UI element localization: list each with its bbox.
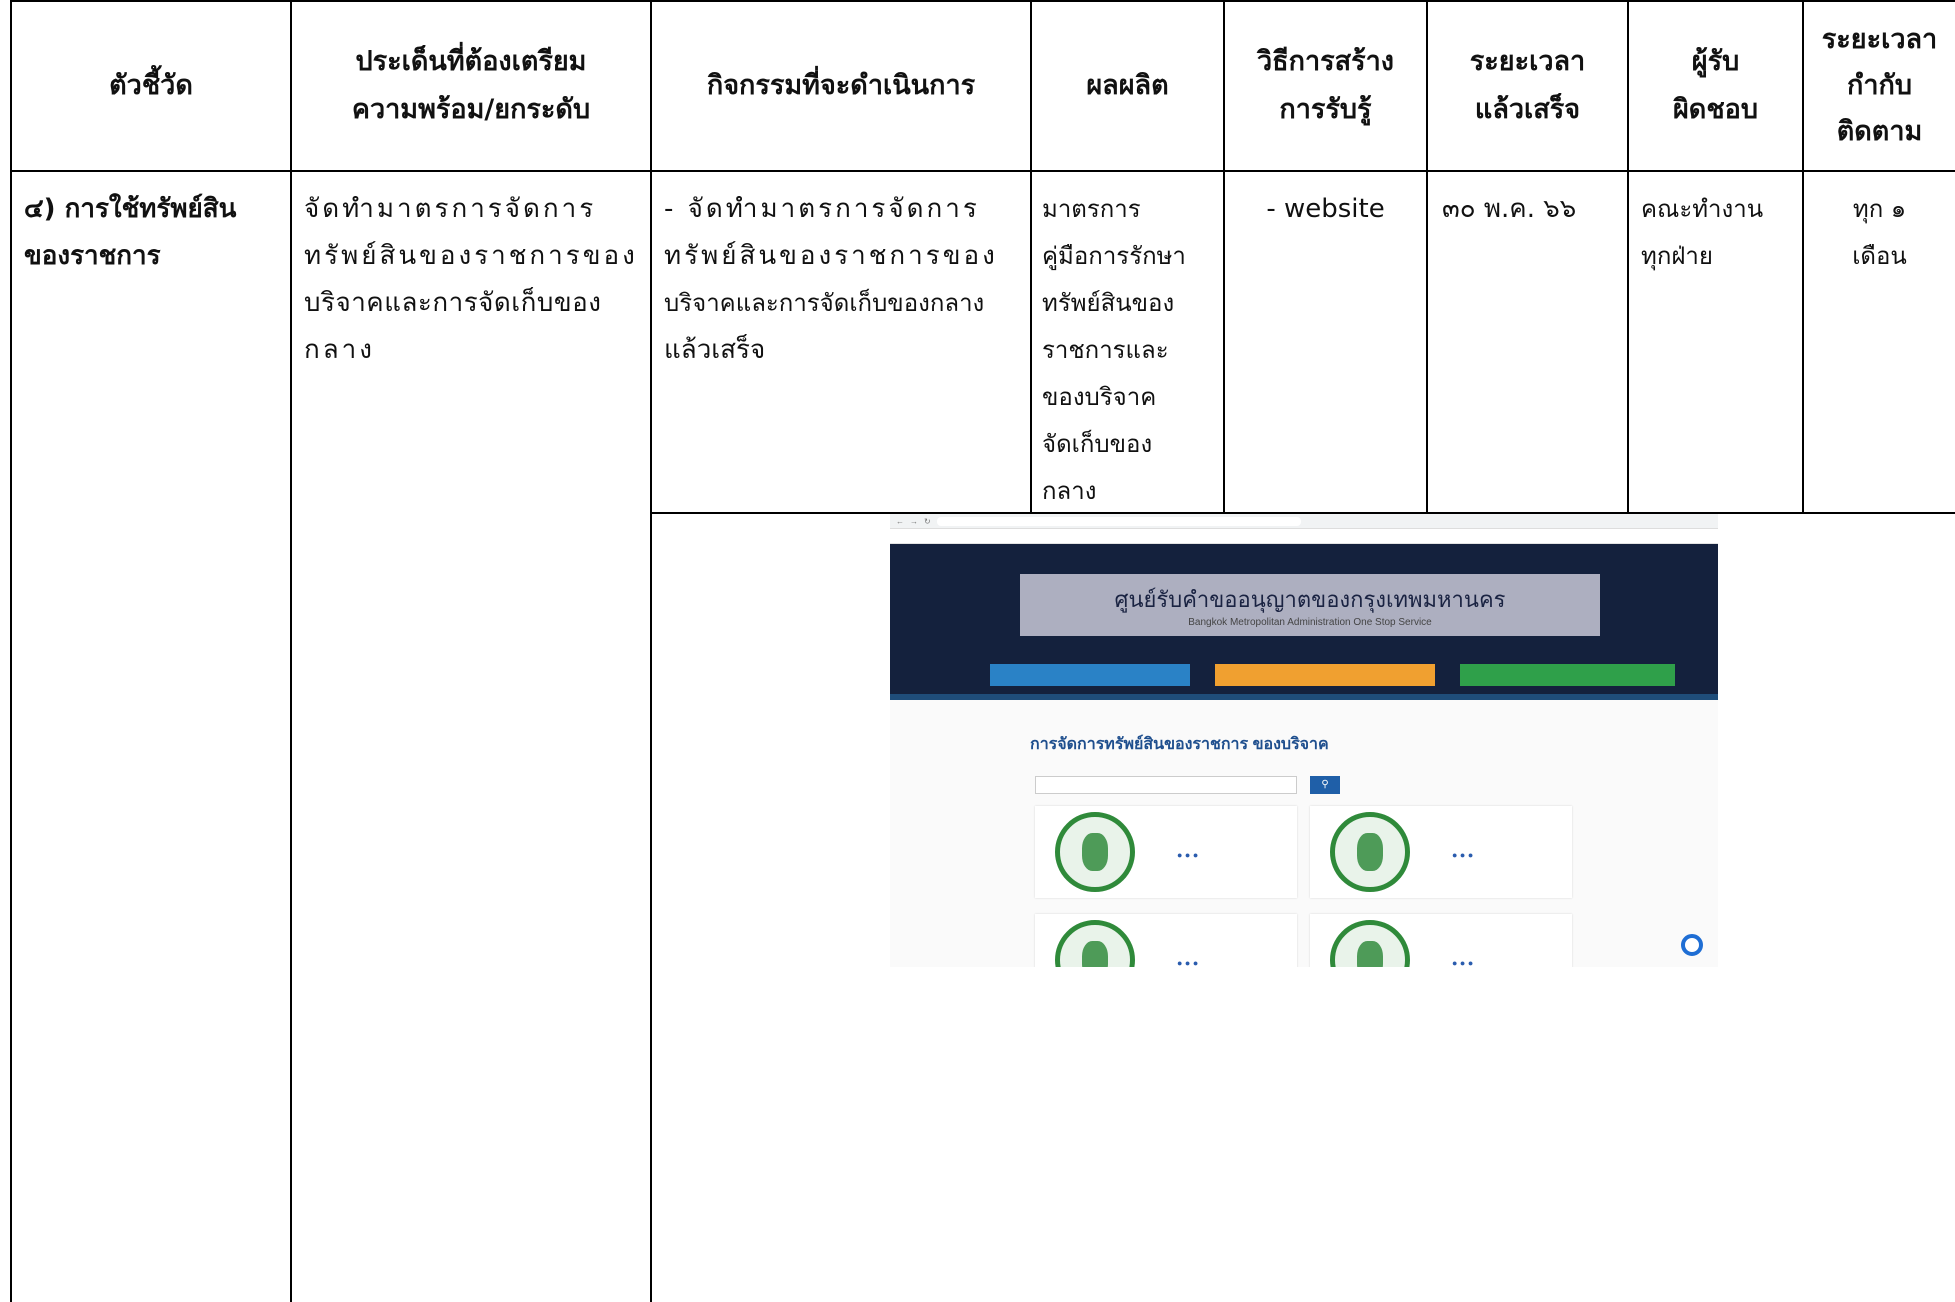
banner-box [1020,574,1600,636]
cell-responsible [1629,172,1802,280]
social-icons: ● ● ● [1177,850,1199,860]
issue-line-4: กลาง [304,335,375,365]
header-issue [292,2,650,170]
monitoring-line-1: ทุก ๑ [1852,195,1907,223]
search-icon: ⚲ [1310,776,1340,794]
header-output-line: ผลผลิต [1086,70,1169,101]
bma-seal-icon [1055,812,1135,892]
activity-line-2: ทรัพย์สินของราชการของ [664,241,998,271]
forward-icon: → [910,516,918,526]
news-card [1310,806,1572,898]
header-completion [1428,2,1627,170]
header-responsible [1629,2,1802,170]
header-monitoring-line-2: กำกับ [1847,70,1912,101]
output-line-3: ทรัพย์สินของ [1042,289,1175,317]
site-banner [890,544,1718,694]
output-line-6: จัดเก็บของ [1042,430,1153,458]
bma-seal-icon [1330,920,1410,967]
cell-output [1032,172,1223,515]
cell-completion [1428,172,1627,233]
header-awareness [1225,2,1426,170]
responsible-line-1: คณะทำงาน [1641,195,1764,223]
header-completion-line-1: ระยะเวลา [1469,46,1586,77]
cell-activity [652,172,1030,374]
social-icons: ● ● ● [1452,850,1474,860]
banner-button-green [1460,664,1675,686]
chat-icon [1681,934,1703,956]
header-completion-line-2: แล้วเสร็จ [1474,94,1581,125]
header-awareness-line-1: วิธีการสร้าง [1257,46,1394,77]
address-bar [937,517,1301,526]
banner-title: ศูนย์รับคำขออนุญาตของกรุงเทพมหานคร [1114,587,1506,612]
banner-stripe [890,694,1718,700]
reload-icon: ↻ [924,516,931,526]
banner-subtitle: Bangkok Metropolitan Administration One Stop Service [1188,617,1432,628]
header-issue-line-1: ประเด็นที่ต้องเตรียม [355,46,587,77]
issue-line-1: จัดทำมาตรการจัดการ [304,194,597,224]
header-responsible-line-1: ผู้รับ [1691,46,1740,77]
social-icons: ● ● ● [1177,958,1199,967]
output-line-1: มาตรการ [1042,195,1141,223]
news-card [1310,914,1572,967]
header-indicator [12,2,290,170]
cell-awareness [1225,172,1426,233]
monitoring-line-2: เดือน [1852,242,1907,270]
header-issue-line-2: ความพร้อม/ยกระดับ [351,94,591,125]
header-activity [652,2,1030,170]
bma-seal-icon [1330,812,1410,892]
website-screenshot [890,514,1718,967]
activity-line-3: บริจาคและการจัดเก็บของกลาง [664,289,985,317]
activity-line-4: แล้วเสร็จ [664,335,766,365]
header-monitoring [1804,2,1955,170]
news-card [1035,806,1297,898]
indicator-line-1: ๔) การใช้ทรัพย์สิน [24,194,237,224]
header-output [1032,2,1223,170]
output-line-2: คู่มือการรักษา [1042,242,1186,270]
awareness-value: - website [1266,194,1385,224]
header-indicator-line: ตัวชี้วัด [109,70,193,101]
back-icon: ← [896,516,904,526]
cell-issue [292,172,650,374]
responsible-line-2: ทุกฝ่าย [1641,242,1713,270]
bma-seal-icon [1055,920,1135,967]
header-monitoring-line-1: ระยะเวลา [1821,24,1938,55]
header-activity-line: กิจกรรมที่จะดำเนินการ [706,70,976,101]
search-input [1035,776,1297,794]
issue-line-2: ทรัพย์สินของราชการของ [304,241,638,271]
cell-monitoring [1804,172,1955,280]
cell-indicator [12,172,290,280]
banner-button-blue [990,664,1190,686]
output-line-7: กลาง [1042,477,1097,505]
header-awareness-line-2: การรับรู้ [1279,94,1372,125]
output-line-4: ราชการและ [1042,336,1169,364]
bookmarks-bar [890,529,1718,544]
browser-toolbar [890,514,1718,529]
completion-value: ๓๐ พ.ค. ๖๖ [1442,194,1577,224]
header-responsible-line-2: ผิดชอบ [1672,94,1759,125]
banner-button-orange [1215,664,1435,686]
social-icons: ● ● ● [1452,958,1474,967]
header-monitoring-line-3: ติดตาม [1836,116,1923,147]
output-line-5: ของบริจาค [1042,383,1157,411]
news-card [1035,914,1297,967]
issue-line-3: บริจาคและการจัดเก็บของ [304,288,602,318]
page-title: การจัดการทรัพย์สินของราชการ ของบริจาค [1030,736,1329,753]
indicator-line-2: ของราชการ [24,241,161,271]
activity-line-1: - จัดทำมาตรการจัดการ [664,194,980,224]
